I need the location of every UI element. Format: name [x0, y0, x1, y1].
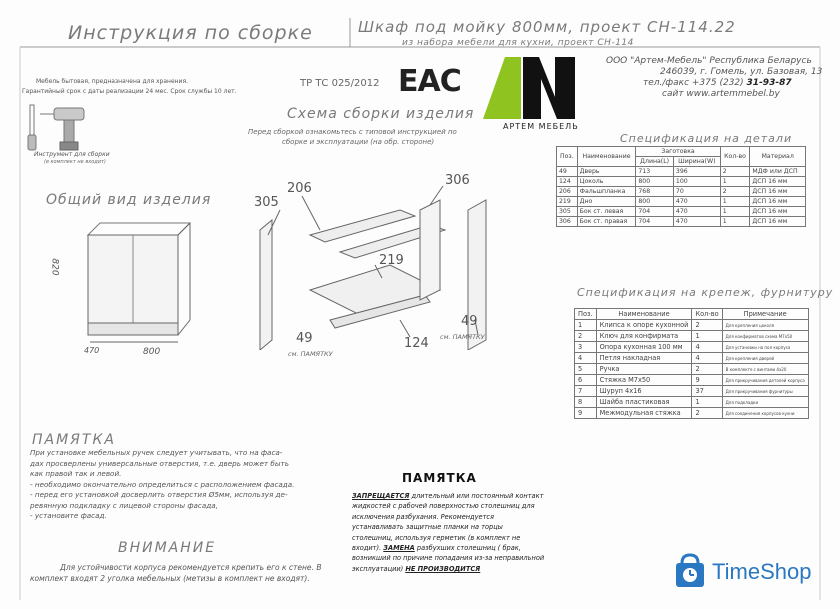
fittings-spec-cell: Для прикручивания фурнитуры [722, 386, 808, 397]
parts-spec-row [557, 207, 806, 217]
product-title: Шкаф под мойку 800мм, проект СН-114.22 [358, 18, 736, 36]
memo-left-line: дах просверлены универсальные отверстия, т.е. дверь может быть [30, 458, 289, 468]
fittings-spec-cell: Для установки на пол корпуса [722, 342, 808, 353]
parts-spec-cell: 306 [557, 217, 578, 227]
memo-left-title: ПАМЯТКА [32, 432, 116, 448]
parts-spec-cell: 768 [636, 187, 674, 197]
memo-box-not-made: НЕ ПРОИЗВОДИТСЯ [405, 564, 481, 573]
fittings-spec-cell: 2 [692, 408, 722, 419]
fittings-spec-cell: В комплекте с винтами 4х20 [722, 364, 808, 375]
fittings-spec-cell: Клипса к опоре кухонной [596, 320, 692, 331]
fittings-spec-cell: 3 [575, 342, 597, 353]
part-label-305: 305 [254, 195, 279, 210]
memo-box-text-9: эксплуатации) [352, 564, 404, 573]
fittings-spec-cell: 9 [575, 408, 597, 419]
parts-spec-cell: 206 [557, 187, 578, 197]
parts-spec-cell: 704 [636, 217, 674, 227]
fittings-spec-title: Спецификация на крепеж, фурнитуру [577, 286, 834, 299]
fittings-spec-cell: 4 [692, 342, 722, 353]
attention-line-1: Для устойчивости корпуса рекомендуется крепить его к стене. В [60, 563, 322, 572]
tools-caption: Инструмент для сборки [34, 151, 110, 158]
col-pos: Поз. [557, 147, 578, 167]
eac-mark: EAC [398, 64, 461, 99]
memo-box-text-7: разбухших столешниц ( брак, [416, 544, 521, 553]
memo-box-line-7: возникший по причине попадания из-за неправильной [352, 554, 545, 563]
fittings-spec-cell: 2 [575, 331, 597, 342]
memo-box-line-5: столешниц, используя герметик (в комплект не [352, 533, 521, 542]
fittings-spec-cell: Ручка [596, 364, 692, 375]
memo-left-line: - необходимо окончательно определиться с расположением фасада. [30, 479, 295, 489]
fittings-spec-cell: Стяжка М7х50 [596, 375, 692, 386]
parts-spec-cell: 470 [673, 197, 720, 207]
parts-spec-cell: 713 [636, 167, 674, 177]
part-label-306: 306 [445, 173, 470, 188]
scheme-title: Схема сборки изделия [287, 106, 475, 122]
fcol-note: Примечание [722, 309, 808, 320]
fittings-spec-cell: 6 [575, 375, 597, 386]
fittings-spec-cell: Для конфирматов схема М7х50 [722, 331, 808, 342]
fcol-name: Наименование [596, 309, 692, 320]
tools-illustration [24, 100, 104, 155]
fittings-spec-cell: Шуруп 4х16 [596, 386, 692, 397]
parts-spec-cell: ДСП 16 мм [750, 177, 806, 187]
fittings-spec-cell: 2 [692, 364, 722, 375]
parts-spec-cell: МДФ или ДСП [750, 167, 806, 177]
memo-box-line-3: исключения разбухания. Рекомендуется [352, 512, 495, 521]
memo-left-line: как правой так и левой. [30, 469, 122, 478]
fcol-qty: Кол-во [692, 309, 722, 320]
intro-line-1: Мебель бытовая, предназначена для хранения. [36, 78, 188, 85]
attention-line-2: комплект входят 2 уголка мебельных (метизы в комплект не входят). [30, 574, 310, 583]
part-label-49-right: 49 [461, 314, 478, 329]
memo-box-line-2: жидкостей с рабочей поверхностью столешниц для [352, 502, 535, 511]
fittings-spec-cell: Ключ для конфирмата [596, 331, 692, 342]
timeshop-watermark: TimeShop [712, 559, 812, 584]
fittings-spec-cell: Межмодульная стяжка [596, 408, 692, 419]
parts-spec-cell: ДСП 16 мм [750, 217, 806, 227]
fittings-spec-cell: 5 [575, 364, 597, 375]
col-width: Ширина(W) [673, 157, 720, 167]
fittings-spec-cell: 37 [692, 386, 722, 397]
fittings-spec-cell: 1 [692, 397, 722, 408]
part-label-124: 124 [404, 336, 429, 351]
parts-spec-cell: 219 [557, 197, 578, 207]
fittings-spec-cell: 4 [692, 353, 722, 364]
dim-height: 820 [49, 258, 60, 276]
memo-box-text-1: длительный или постоянный контакт [411, 492, 544, 500]
memo-box-line-1 [352, 491, 544, 501]
dim-depth: 470 [84, 346, 100, 355]
fittings-spec-cell: 7 [575, 386, 597, 397]
fittings-spec-cell: Шайба пластиковая [596, 397, 692, 408]
parts-spec-cell: Бок ст. правая [577, 217, 636, 227]
col-material: Материал [750, 147, 806, 167]
parts-spec-cell: ДСП 16 мм [750, 187, 806, 197]
parts-spec-cell: 470 [673, 217, 720, 227]
part-label-219: 219 [379, 253, 404, 268]
product-subtitle: из набора мебели для кухни, проект СН-114 [402, 38, 634, 48]
fittings-spec-cell: Опора кухонная 100 мм [596, 342, 692, 353]
col-length: Длина(L) [636, 157, 674, 167]
parts-spec-cell: ДСП 16 мм [750, 197, 806, 207]
memo-box-text [352, 491, 544, 574]
timeshop-logo-icon [668, 553, 712, 591]
parts-spec-row [557, 177, 806, 187]
general-view-title: Общий вид изделия [46, 192, 212, 208]
parts-spec-title: Спецификация на детали [620, 132, 793, 145]
memo-box-line-6 [352, 543, 544, 553]
parts-spec-cell: 49 [557, 167, 578, 177]
fittings-spec-row [575, 331, 809, 342]
memo-ref-left: см. ПАМЯТКУ [288, 350, 333, 358]
memo-left-line: ревянную подкладку с лицевой стороны фасада, [30, 500, 218, 510]
col-qty: Кол-во [720, 147, 750, 167]
fittings-spec-header [575, 309, 809, 320]
parts-spec-cell: Цоколь [577, 177, 636, 187]
parts-spec-cell: 2 [720, 167, 750, 177]
col-name: Наименование [577, 147, 636, 167]
fittings-spec-cell: 1 [692, 331, 722, 342]
parts-spec-cell: Бок ст. левая [577, 207, 636, 217]
part-label-49-left: 49 [296, 331, 313, 346]
parts-spec-cell: 396 [673, 167, 720, 177]
memo-box-lead: ЗАПРЕЩАЕТСЯ [352, 492, 410, 500]
parts-spec-cell: 470 [673, 207, 720, 217]
memo-box-replace: ЗАМЕНА [383, 544, 415, 553]
company-name: ООО "Артем-Мебель" Республика Беларусь [606, 56, 812, 66]
fittings-spec-cell: 8 [575, 397, 597, 408]
fittings-spec-cell: 2 [692, 320, 722, 331]
company-site: сайт www.artemmebel.by [662, 89, 780, 99]
fittings-spec-cell: Для подкладки [722, 397, 808, 408]
parts-spec-row [557, 197, 806, 207]
parts-spec-cell: Дно [577, 197, 636, 207]
col-blank: Заготовка [636, 147, 720, 157]
fittings-spec-cell: Для прикручивания деталей корпуса [722, 375, 808, 386]
parts-spec-cell: Дверь [577, 167, 636, 177]
phone-prefix: тел./факс +375 (232) [643, 78, 744, 88]
fittings-spec-row [575, 353, 809, 364]
memo-box-line-8 [352, 564, 544, 574]
parts-spec-cell: 2 [720, 187, 750, 197]
memo-box-text-6: входит). [352, 544, 382, 553]
dim-width: 800 [143, 347, 161, 357]
parts-spec-cell: 124 [557, 177, 578, 187]
assembly-scheme-drawing [240, 150, 530, 350]
intro-line-2: Гарантийный срок с даты реализации 24 мес. Срок службы 10 лет. [22, 88, 237, 95]
memo-box-line-4: устанавливать защитные планки на торцы [352, 523, 503, 532]
fittings-spec-cell: Для соединения корпусов кухни [722, 408, 808, 419]
parts-spec-row [557, 217, 806, 227]
company-address: 246039, г. Гомель, ул. Базовая, 13 [660, 67, 823, 77]
fittings-spec-cell: 9 [692, 375, 722, 386]
tools-caption-2: (в комплект не входит) [44, 159, 106, 165]
phone-number: 31-93-87 [746, 78, 792, 88]
fcol-pos: Поз. [575, 309, 597, 320]
fittings-spec-cell: 4 [575, 353, 597, 364]
fittings-spec-row [575, 364, 809, 375]
fittings-spec-cell: Для крепления цоколя [722, 320, 808, 331]
parts-spec-header [557, 147, 806, 157]
part-label-206: 206 [287, 181, 312, 196]
parts-spec-cell: ДСП 16 мм [750, 207, 806, 217]
memo-left-line: При установке мебельных ручек следует учитывать, что на фаса- [30, 448, 283, 457]
company-phone [643, 78, 792, 88]
memo-left-line: - перед его установкой досверлить отверстия Ø5мм, используя де- [30, 490, 288, 499]
fittings-spec-cell: Для крепления дверей [722, 353, 808, 364]
parts-spec-cell: 1 [720, 177, 750, 187]
parts-spec-cell: Фальшпланка [577, 187, 636, 197]
fittings-spec-row [575, 397, 809, 408]
fittings-spec-row [575, 375, 809, 386]
general-view-drawing [78, 215, 203, 345]
fittings-spec-row [575, 320, 809, 331]
memo-left-text [30, 448, 294, 522]
scheme-note-1: Перед сборкой ознакомьтесь с типовой инструкцией по [248, 128, 457, 136]
fittings-spec-row [575, 342, 809, 353]
parts-spec-cell: 70 [673, 187, 720, 197]
parts-spec-row [557, 167, 806, 177]
memo-left-line: - установите фасад. [30, 511, 107, 520]
document-title: Инструкция по сборке [68, 22, 313, 44]
fittings-spec-table [574, 308, 809, 419]
parts-spec-cell: 800 [636, 197, 674, 207]
parts-spec-cell: 1 [720, 217, 750, 227]
parts-spec-cell: 800 [636, 177, 674, 187]
parts-spec-cell: 1 [720, 207, 750, 217]
parts-spec-cell: 1 [720, 197, 750, 207]
fittings-spec-cell: Петля накладная [596, 353, 692, 364]
tr-ts-standard: ТР ТС 025/2012 [300, 78, 380, 89]
parts-spec-cell: 305 [557, 207, 578, 217]
parts-spec-row [557, 187, 806, 197]
fittings-spec-row [575, 408, 809, 419]
brand-name: АРТЕМ МЕБЕЛЬ [503, 122, 579, 131]
fittings-spec-cell: 1 [575, 320, 597, 331]
memo-ref-right: см. ПАМЯТКУ [440, 333, 485, 341]
parts-spec-table [556, 146, 806, 227]
parts-spec-cell: 704 [636, 207, 674, 217]
attention-title: ВНИМАНИЕ [118, 540, 217, 556]
scheme-note-2: сборке и эксплуатации (на обр. стороне) [282, 138, 435, 146]
parts-spec-cell: 100 [673, 177, 720, 187]
fittings-spec-row [575, 386, 809, 397]
memo-box-title: ПАМЯТКА [402, 471, 477, 485]
